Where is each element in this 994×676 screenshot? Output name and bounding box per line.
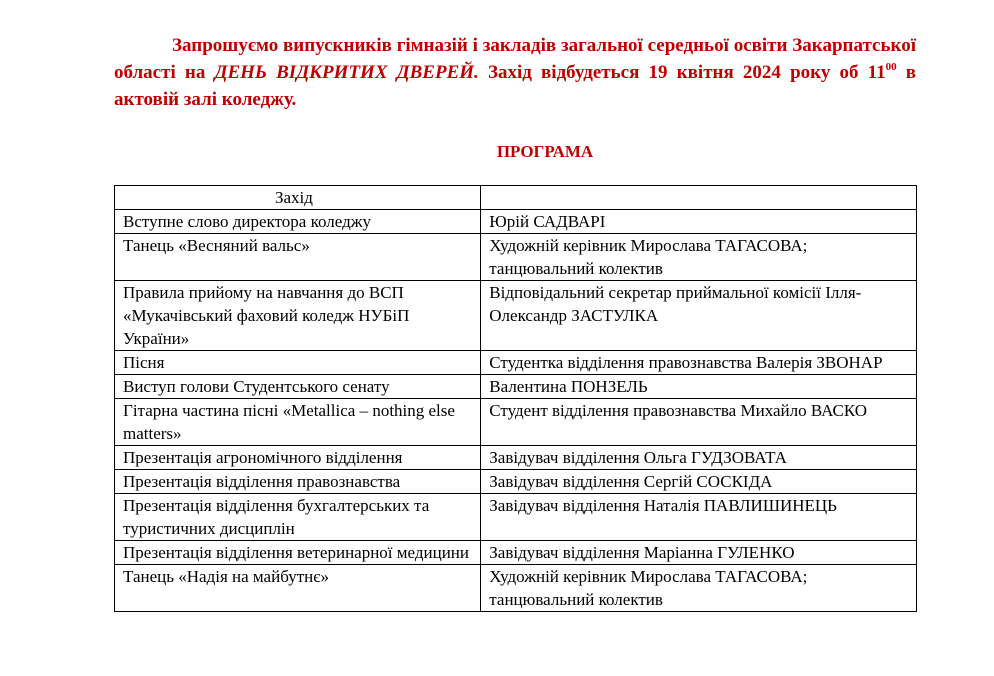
person-cell: Студентка відділення правознавства Валерія ЗВОНАР (481, 351, 917, 375)
event-cell: Презентація відділення правознавства (115, 470, 481, 494)
person-cell: Художній керівник Мирослава ТАГАСОВА; танцювальний колектив (481, 234, 917, 281)
person-cell: Завідувач відділення Сергій СОСКІДА (481, 470, 917, 494)
person-cell: Завідувач відділення Маріанна ГУЛЕНКО (481, 541, 917, 565)
person-cell: Завідувач відділення Наталія ПАВЛИШИНЕЦЬ (481, 494, 917, 541)
program-rows (115, 210, 917, 612)
table-row (115, 210, 917, 234)
event-cell: Гітарна частина пісні «Metallica – nothing else matters» (115, 399, 481, 446)
table-row (115, 565, 917, 612)
person-cell: Відповідальний секретар приймальної комісії Ілля-Олександр ЗАСТУЛКА (481, 281, 917, 351)
invitation-text-part2: Захід відбудеться 19 квітня 2024 року об 11 (478, 62, 886, 83)
event-cell: Презентація відділення ветеринарної медицини (115, 541, 481, 565)
table-row (115, 494, 917, 541)
event-cell: Правила прийому на навчання до ВСП «Мукачівський фаховий коледж НУБіП України» (115, 281, 481, 351)
invitation-text-part1: Запрошуємо випускників гімназій і закладів загальної середньої освіти Закарпатської області на (114, 35, 916, 83)
event-cell: Презентація відділення бухгалтерських та туристичних дисциплін (115, 494, 481, 541)
table-header-row (115, 186, 917, 210)
table-row (115, 351, 917, 375)
event-cell: Пісня (115, 351, 481, 375)
table-row (115, 281, 917, 351)
header-person (481, 186, 917, 210)
table-row (115, 446, 917, 470)
table-row (115, 234, 917, 281)
event-cell: Танець «Весняний вальс» (115, 234, 481, 281)
table-row (115, 375, 917, 399)
event-cell: Танець «Надія на майбутнє» (115, 565, 481, 612)
invitation-paragraph (114, 32, 916, 113)
person-cell: Студент відділення правознавства Михайло ВАСКО (481, 399, 917, 446)
person-cell: Валентина ПОНЗЕЛЬ (481, 375, 917, 399)
time-minutes: 00 (885, 61, 897, 73)
person-cell: Юрій САДВАРІ (481, 210, 917, 234)
event-cell: Вступне слово директора коледжу (115, 210, 481, 234)
person-cell: Художній керівник Мирослава ТАГАСОВА; танцювальний колектив (481, 565, 917, 612)
invitation-text-part3: в актовій залі коледжу. (114, 62, 916, 110)
table-row (115, 541, 917, 565)
program-table (114, 185, 917, 612)
program-title: ПРОГРАМА (496, 142, 594, 161)
person-cell: Завідувач відділення Ольга ГУДЗОВАТА (481, 446, 917, 470)
table-row (115, 470, 917, 494)
event-name: ДЕНЬ ВІДКРИТИХ ДВЕРЕЙ. (214, 62, 479, 83)
event-cell: Презентація агрономічного відділення (115, 446, 481, 470)
header-event: Захід (115, 186, 481, 210)
table-row (115, 399, 917, 446)
event-cell: Виступ голови Студентського сенату (115, 375, 481, 399)
